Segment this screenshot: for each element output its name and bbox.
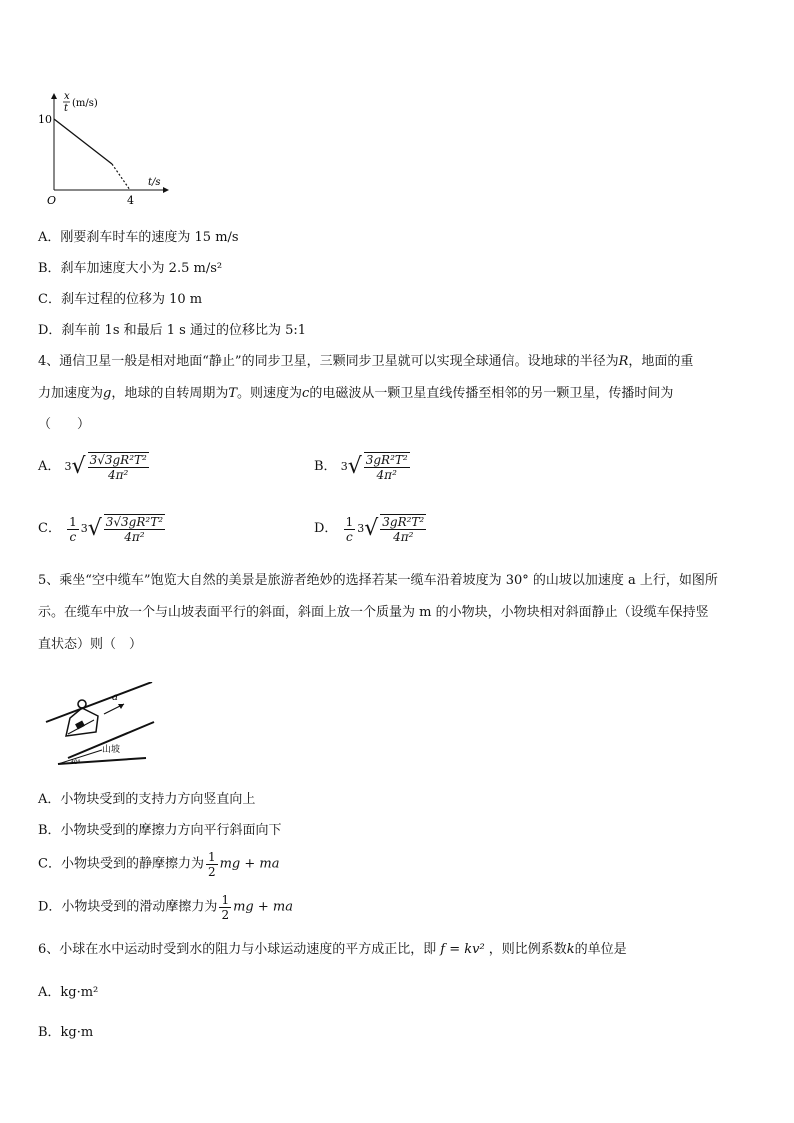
q6-option-a: A．kg·m² <box>38 985 99 1000</box>
q4-option-a: A． 3√ $\frac{\text{3√3gR²T²}}{\text{4π²}}$ <box>38 453 147 482</box>
q5-stem-line3: 直状态）则（ ） <box>38 637 143 652</box>
q4-option-c: C． $\frac{1}{c}$ 3√ $\frac{\text{3√3gR²T²}}{\text{4π²}}$ <box>38 514 164 544</box>
graph-y-label-num: x <box>64 91 70 102</box>
q3-option-b: B．刹车加速度大小为 2.5 m/s² <box>38 261 223 276</box>
graph-line-solid <box>54 119 112 164</box>
q5-option-b: B．小物块受到的摩擦力方向平行斜面向下 <box>38 823 282 838</box>
velocity-time-graph <box>30 90 170 212</box>
q5-stem-line2: 示。在缆车中放一个与山坡表面平行的斜面，斜面上放一个质量为 m 的小物块，小物块相对斜面静止（设缆车保持竖 <box>38 605 709 620</box>
q5-option-c: C．小物块受到的静摩擦力为 $\frac{1}{2}$ mg + ma <box>38 850 280 879</box>
cable-line <box>46 682 152 722</box>
q4-stem-line3: （ ） <box>38 417 91 432</box>
graph-y-unit: (m/s) <box>72 98 98 109</box>
graph-x-tick-4: 4 <box>127 194 134 207</box>
q4-option-b: B． 3√ $\frac{\text{3gR²T²}}{\text{4π²}}$ <box>314 453 408 482</box>
graph-y-label-den: t <box>64 103 69 114</box>
q3-option-d: D．刹车前 1s 和最后 1 s 通过的位移比为 5:1 <box>38 323 307 338</box>
q5-option-d: D．小物块受到的滑动摩擦力为 $\frac{1}{2}$ mg + ma <box>38 893 293 922</box>
small-block <box>75 720 85 729</box>
graph-line-dashed <box>112 164 130 190</box>
pulley <box>78 700 86 708</box>
graph-x-label: t/s <box>148 177 161 188</box>
graph-y-tick-10: 10 <box>38 113 52 126</box>
q4-stem-line1: 4、通信卫星一般是相对地面“静止”的同步卫星，三颗同步卫星就可以实现全球通信。设地球的半径为R，地面的重 <box>38 354 694 369</box>
q3-option-c: C．刹车过程的位移为 10 m <box>38 292 203 307</box>
fig-label-a: a <box>112 692 118 703</box>
q5-stem-line1: 5、乘坐“空中缆车”饱览大自然的美景是旅游者绝妙的选择若某一缆车沿着坡度为 30° 的山坡以加速度 a 上行，如图所 <box>38 573 718 588</box>
fig-angle: 30° <box>70 759 81 766</box>
cable-car-figure <box>40 682 160 774</box>
q4-option-d: D． $\frac{1}{c}$ 3√ $\frac{\text{3gR²T²}}{\text{4π²}}$ <box>314 514 425 544</box>
q5-option-a: A．小物块受到的支持力方向竖直向上 <box>38 792 256 807</box>
q3-option-a: A．刚要刹车时车的速度为 15 m/s <box>38 230 239 245</box>
graph-origin: O <box>47 194 57 207</box>
q6-stem: 6、小球在水中运动时受到水的阻力与小球运动速度的平方成正比，即 f = kv² ，则比例系数k的单位是 <box>38 942 627 957</box>
fig-label-slope: 山坡 <box>102 745 121 755</box>
q6-option-b: B．kg·m <box>38 1025 94 1040</box>
q4-stem-line2: 力加速度为g，地球的自转周期为T。则速度为c的电磁波从一颗卫星直线传播至相邻的另一颗卫星，传播时间为 <box>38 386 674 401</box>
